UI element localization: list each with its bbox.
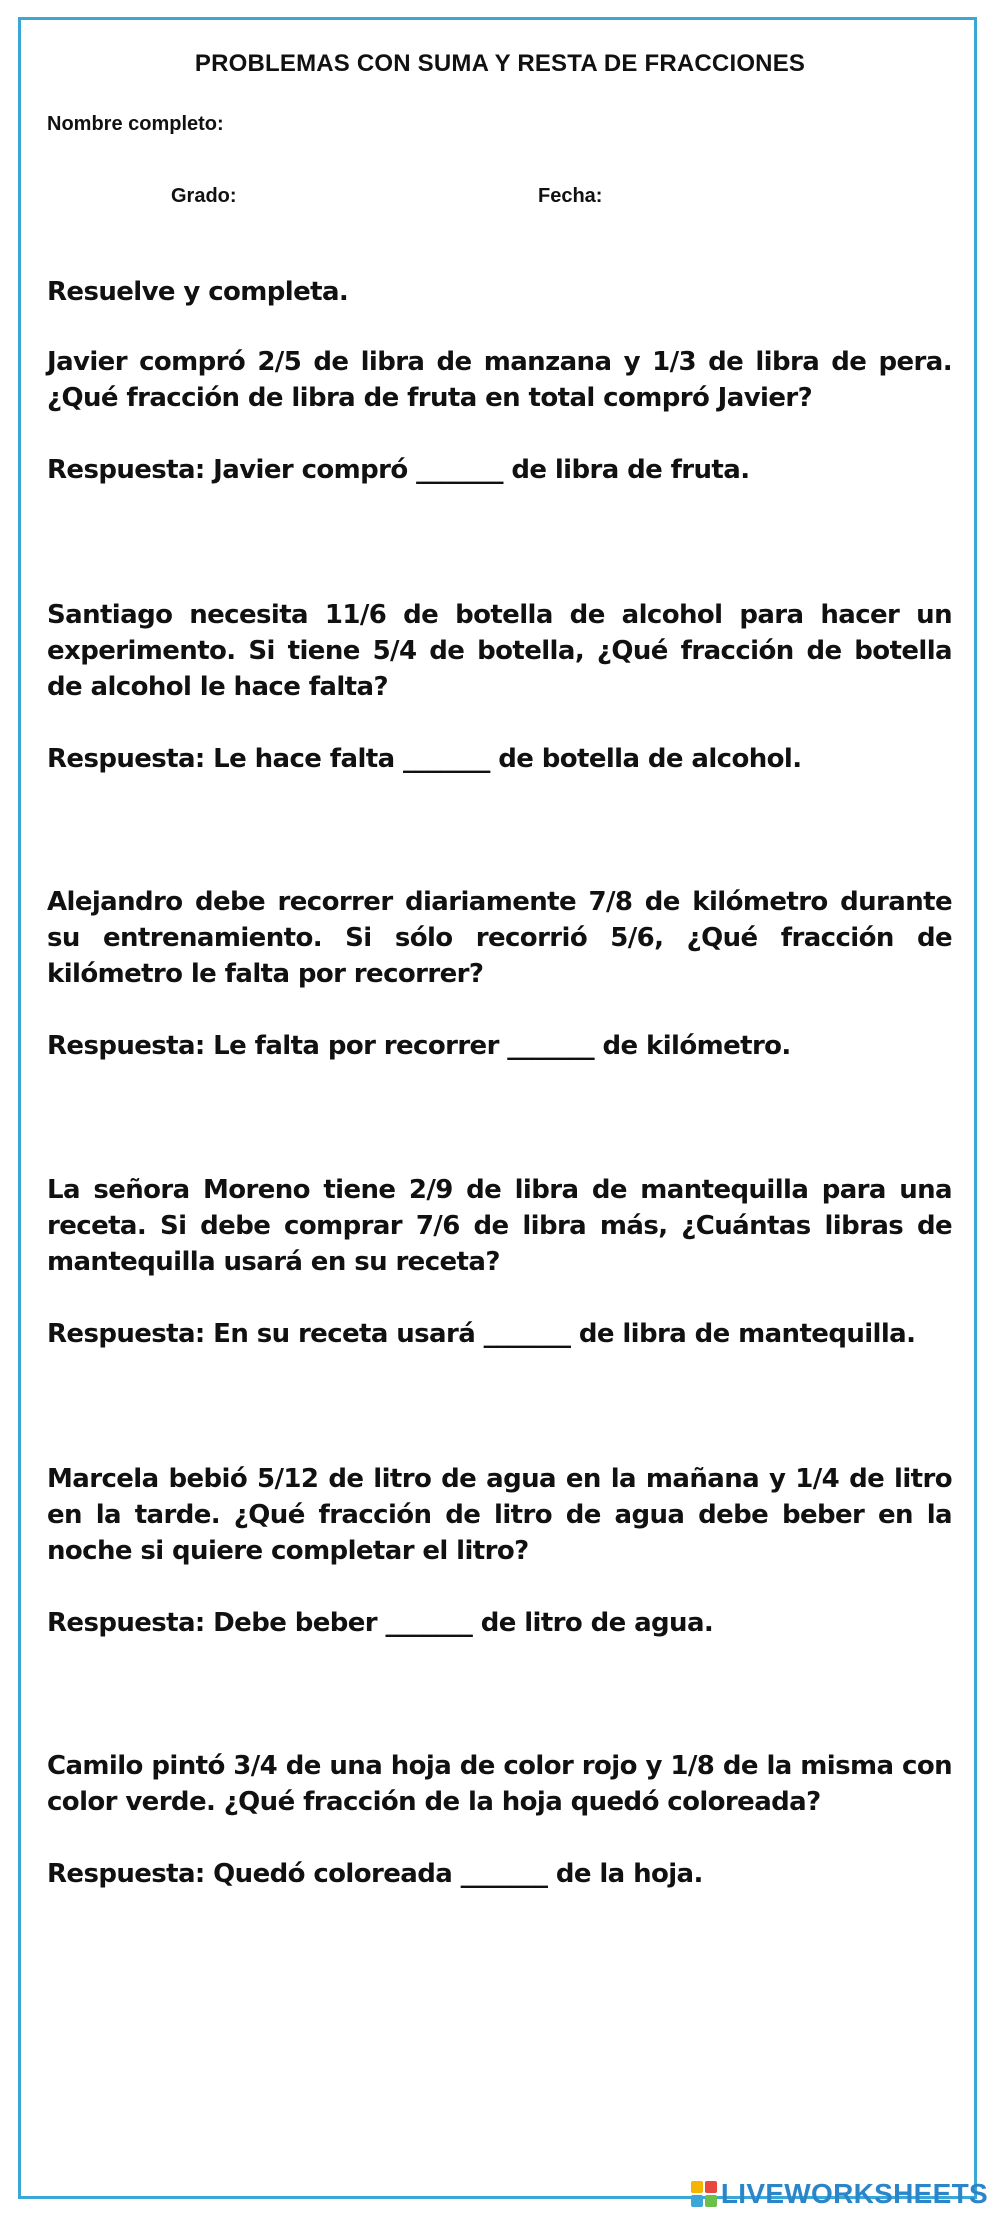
problem-2-text: Santiago necesita 11/6 de botella de alcohol para hacer un experimento. Si tiene 5/4 de botella, ¿Qué fracción de botella de alcohol le hace falta? xyxy=(47,600,952,702)
fecha-label: Fecha: xyxy=(538,185,603,207)
problem-6 xyxy=(47,1748,952,1889)
problem-3-text: Alejandro debe recorrer diariamente 7/8 de kilómetro durante su entrenamiento. Si sólo recorrió 5/6, ¿Qué fracción de kilómetro le falta por recorrer? xyxy=(47,887,952,989)
grado-label: Grado: xyxy=(171,185,237,207)
problem-4 xyxy=(47,1172,952,1349)
problem-2 xyxy=(47,597,952,774)
problem-1-answer: Respuesta: Javier compró _______ de libra de fruta. xyxy=(47,455,750,485)
liveworksheets-logo-text: LIVEWORKSHEETS xyxy=(720,2178,988,2209)
liveworksheets-logo-icon xyxy=(691,2181,717,2207)
instruction-text: Resuelve y completa. xyxy=(47,277,349,307)
problem-2-answer: Respuesta: Le hace falta _______ de botella de alcohol. xyxy=(47,744,802,774)
problem-4-answer: Respuesta: En su receta usará _______ de libra de mantequilla. xyxy=(47,1319,916,1349)
problem-6-text: Camilo pintó 3/4 de una hoja de color rojo y 1/8 de la misma con color verde. ¿Qué fracción de la hoja quedó coloreada? xyxy=(47,1751,952,1817)
problem-6-answer: Respuesta: Quedó coloreada _______ de la hoja. xyxy=(47,1859,703,1889)
problem-5-answer: Respuesta: Debe beber _______ de litro de agua. xyxy=(47,1608,714,1638)
problem-3-answer: Respuesta: Le falta por recorrer _______ de kilómetro. xyxy=(47,1031,791,1061)
problem-1 xyxy=(47,344,952,485)
worksheet-title: PROBLEMAS CON SUMA Y RESTA DE FRACCIONES xyxy=(194,50,806,77)
liveworksheets-logo[interactable] xyxy=(691,2178,988,2210)
problem-5-text: Marcela bebió 5/12 de litro de agua en la mañana y 1/4 de litro en la tarde. ¿Qué fracción de litro de agua debe beber en la noche si quiere completar el litro? xyxy=(47,1464,952,1566)
problem-3 xyxy=(47,884,952,1061)
problem-1-text: Javier compró 2/5 de libra de manzana y 1/3 de libra de pera. ¿Qué fracción de libra de fruta en total compró Javier? xyxy=(47,347,952,413)
problem-4-text: La señora Moreno tiene 2/9 de libra de mantequilla para una receta. Si debe comprar 7/6 de libra más, ¿Cuántas libras de mantequilla usará en su receta? xyxy=(47,1175,952,1277)
problem-5 xyxy=(47,1461,952,1638)
nombre-label: Nombre completo: xyxy=(47,113,224,135)
